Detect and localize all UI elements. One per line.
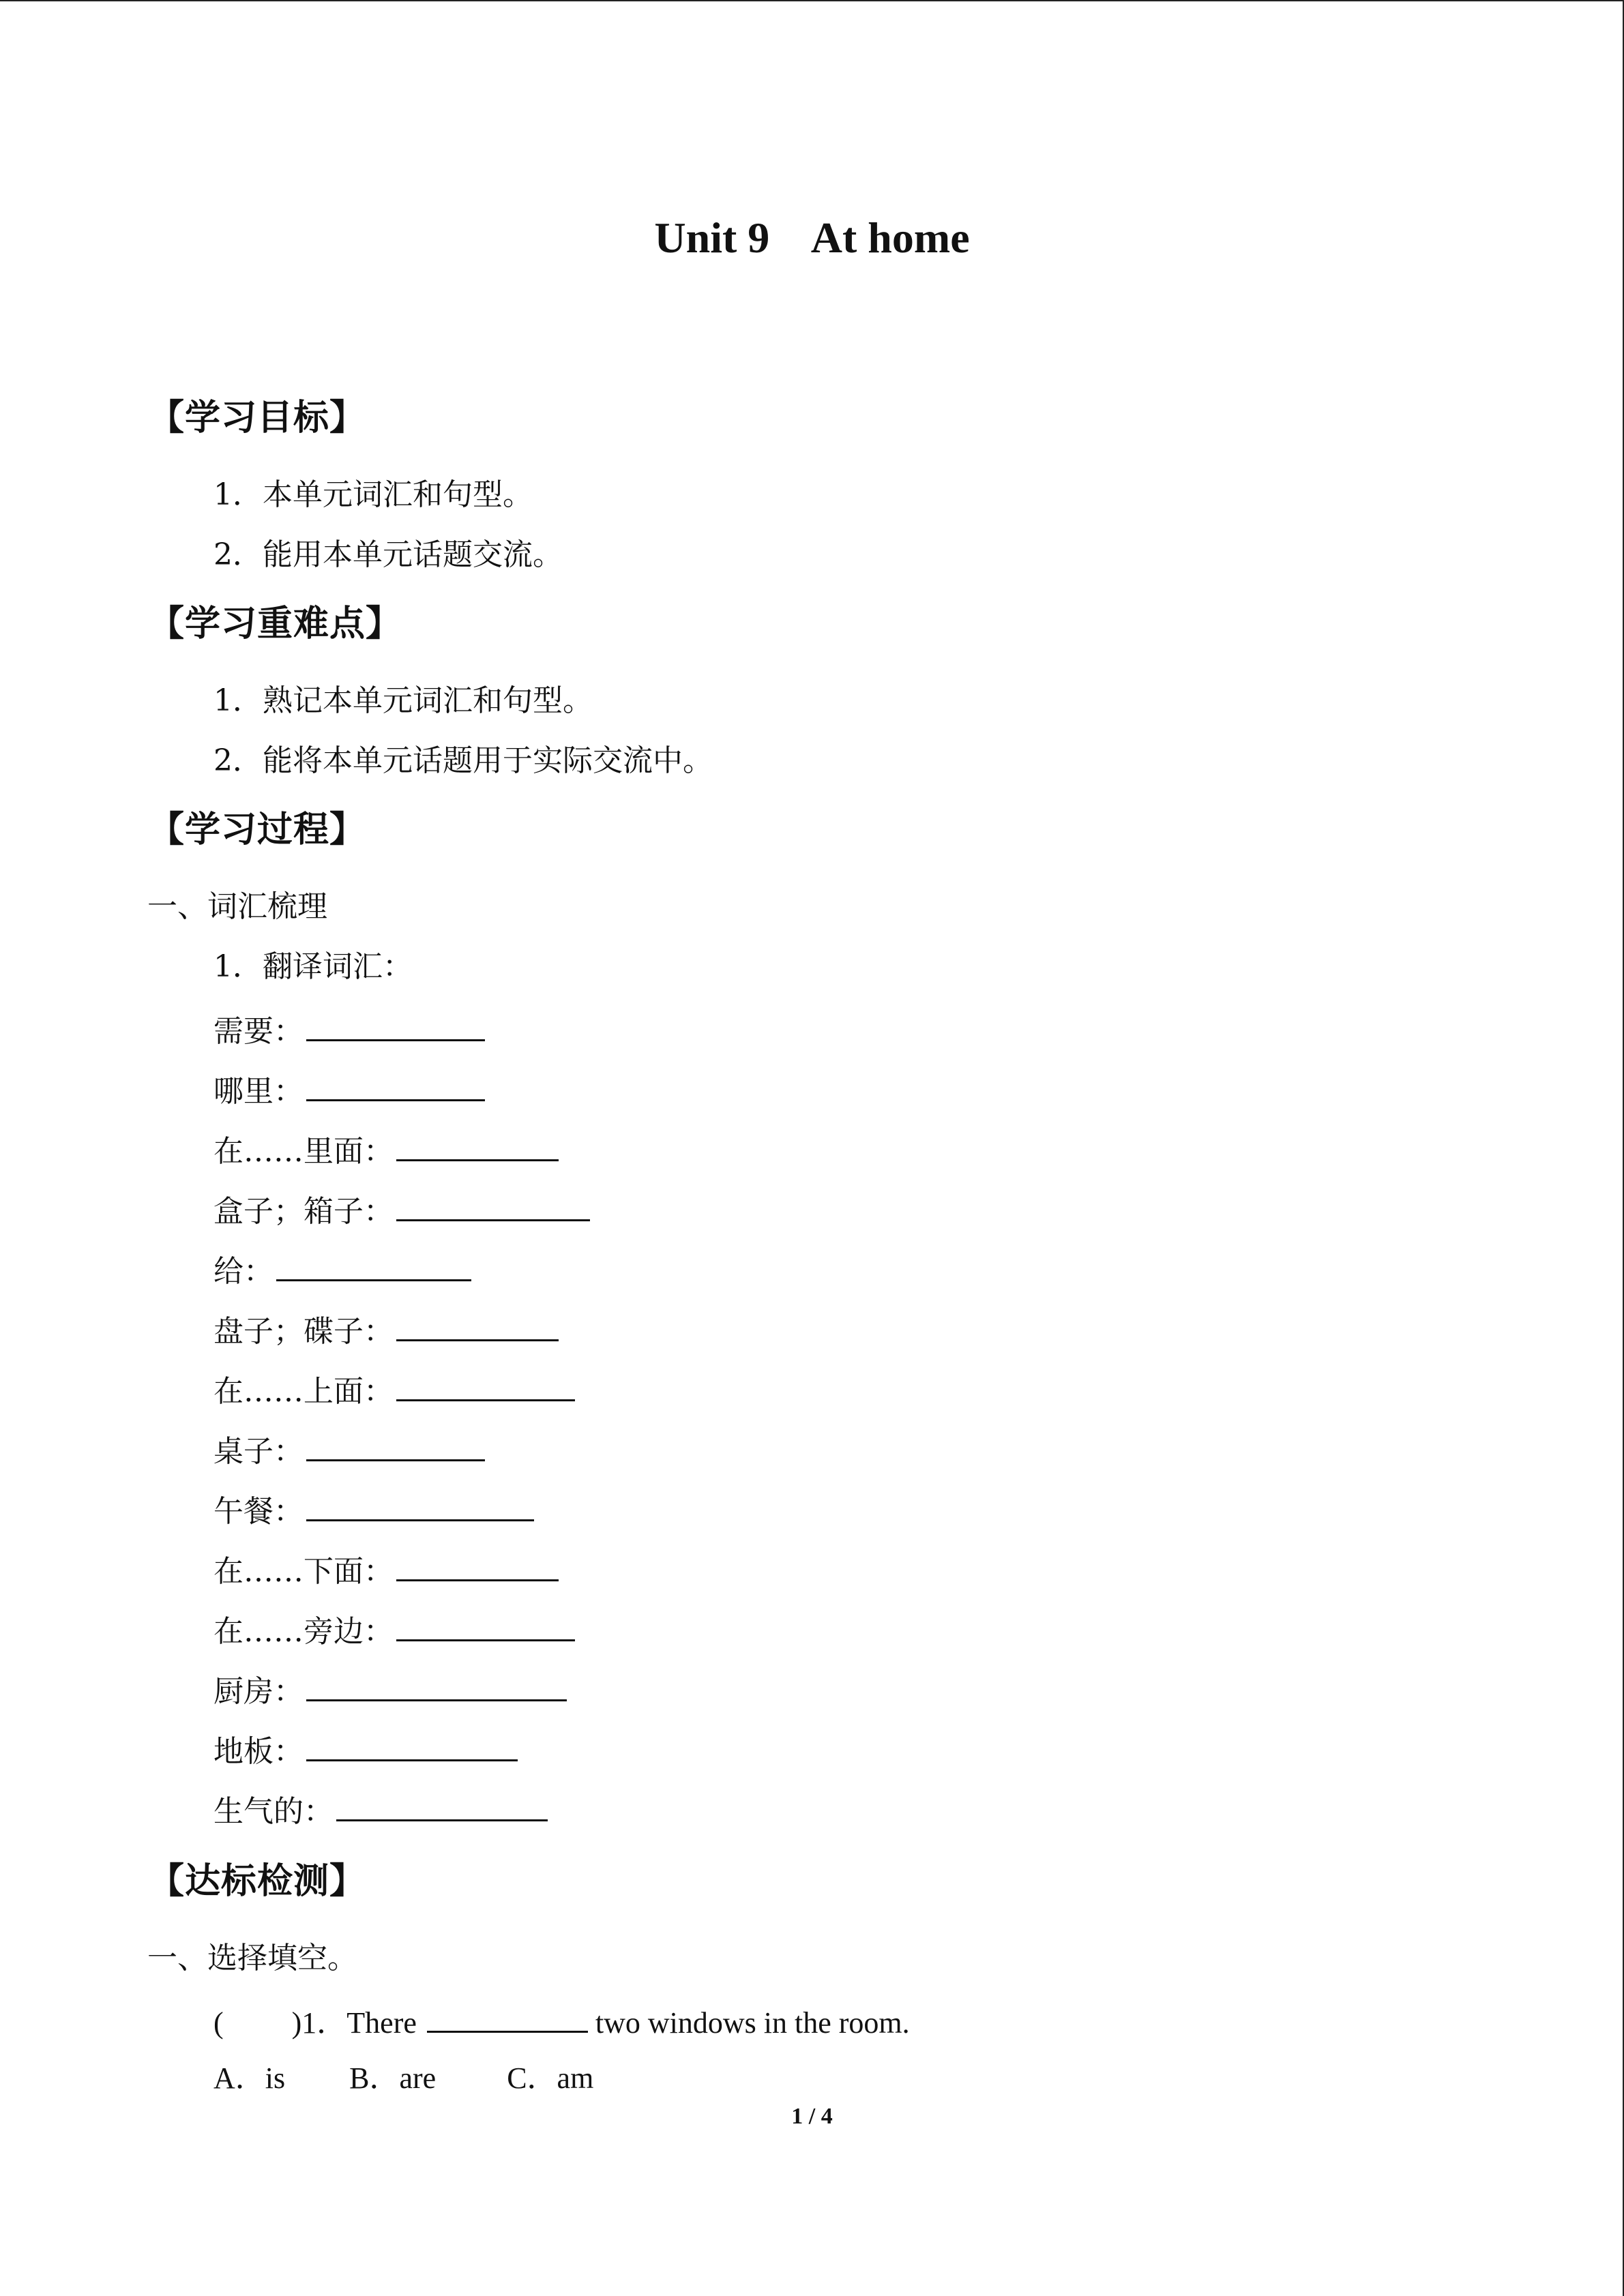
answer-blank[interactable] — [396, 1312, 559, 1341]
vocab-prompt: 生气的： — [213, 1794, 334, 1829]
page-number: 1 / 4 — [791, 2104, 833, 2129]
question-blank[interactable] — [427, 2003, 588, 2033]
vocab-prompt: 桌子： — [213, 1434, 304, 1469]
vocab-prompt: 厨房： — [213, 1674, 304, 1709]
vocab-item — [213, 1072, 485, 1107]
page-title: Unit 9 At home — [654, 213, 970, 262]
vocab-item — [213, 1312, 559, 1347]
vocab-item — [213, 1792, 548, 1827]
vocab-prompt: 在……下面： — [213, 1554, 394, 1589]
answer-blank[interactable] — [396, 1372, 575, 1401]
question-1 — [213, 2003, 910, 2038]
vocab-prompt: 给： — [213, 1254, 274, 1289]
vocab-item — [213, 1432, 485, 1467]
vocab-item — [213, 1732, 518, 1767]
vocab-item — [213, 1012, 485, 1047]
key-points-heading: 【学习重难点】 — [149, 603, 402, 644]
vocab-item — [213, 1132, 559, 1167]
vocab-prompt: 午餐： — [213, 1494, 304, 1529]
vocab-item — [213, 1252, 471, 1287]
answer-blank[interactable] — [306, 1672, 567, 1701]
key-point-item-1: 1．熟记本单元词汇和句型。 — [213, 683, 593, 718]
vocab-part-title: 一、词汇梳理 — [147, 889, 327, 924]
vocab-item — [213, 1672, 567, 1707]
question-bracket-open: ( — [213, 2006, 224, 2040]
vocab-item — [213, 1192, 590, 1227]
answer-blank[interactable] — [396, 1132, 559, 1161]
answer-blank[interactable] — [306, 1072, 485, 1101]
answer-blank[interactable] — [396, 1612, 575, 1641]
vocab-item — [213, 1492, 534, 1527]
process-heading: 【学习过程】 — [149, 809, 366, 850]
vocab-prompt: 盒子；箱子： — [213, 1194, 394, 1229]
vocab-item — [213, 1372, 575, 1407]
vocab-prompt: 需要： — [213, 1014, 304, 1049]
test-heading: 【达标检测】 — [149, 1861, 366, 1902]
objectives-heading: 【学习目标】 — [149, 398, 366, 438]
objective-item-2: 2．能用本单元话题交流。 — [213, 537, 563, 572]
answer-blank[interactable] — [396, 1192, 590, 1221]
key-point-item-2: 2．能将本单元话题用于实际交流中。 — [213, 743, 713, 778]
option-b: B．are — [349, 2061, 437, 2095]
question-text: two windows in the room. — [595, 2006, 910, 2040]
test-part-title: 一、选择填空。 — [147, 1941, 357, 1976]
objective-item-1: 1．本单元词汇和句型。 — [213, 477, 533, 512]
vocab-item — [213, 1612, 575, 1647]
answer-blank[interactable] — [306, 1432, 485, 1461]
vocab-prompt: 在……里面： — [213, 1134, 394, 1169]
vocab-item — [213, 1552, 559, 1587]
answer-blank[interactable] — [306, 1012, 485, 1041]
vocab-prompt: 在……旁边： — [213, 1614, 394, 1649]
answer-blank[interactable] — [306, 1732, 518, 1761]
answer-blank[interactable] — [276, 1252, 471, 1281]
option-a: A．is — [213, 2061, 286, 2095]
vocab-sub-title: 1．翻译词汇： — [213, 949, 413, 984]
vocab-prompt: 盘子；碟子： — [213, 1314, 394, 1349]
question-number: )1．There — [291, 2006, 417, 2040]
question-1-options — [213, 2063, 593, 2093]
answer-blank[interactable] — [396, 1552, 559, 1581]
vocab-prompt: 地板： — [213, 1734, 304, 1769]
answer-blank[interactable] — [336, 1792, 548, 1821]
option-c: C．am — [507, 2061, 594, 2095]
vocab-prompt: 哪里： — [213, 1074, 304, 1109]
answer-blank[interactable] — [306, 1492, 534, 1521]
vocab-prompt: 在……上面： — [213, 1374, 394, 1409]
